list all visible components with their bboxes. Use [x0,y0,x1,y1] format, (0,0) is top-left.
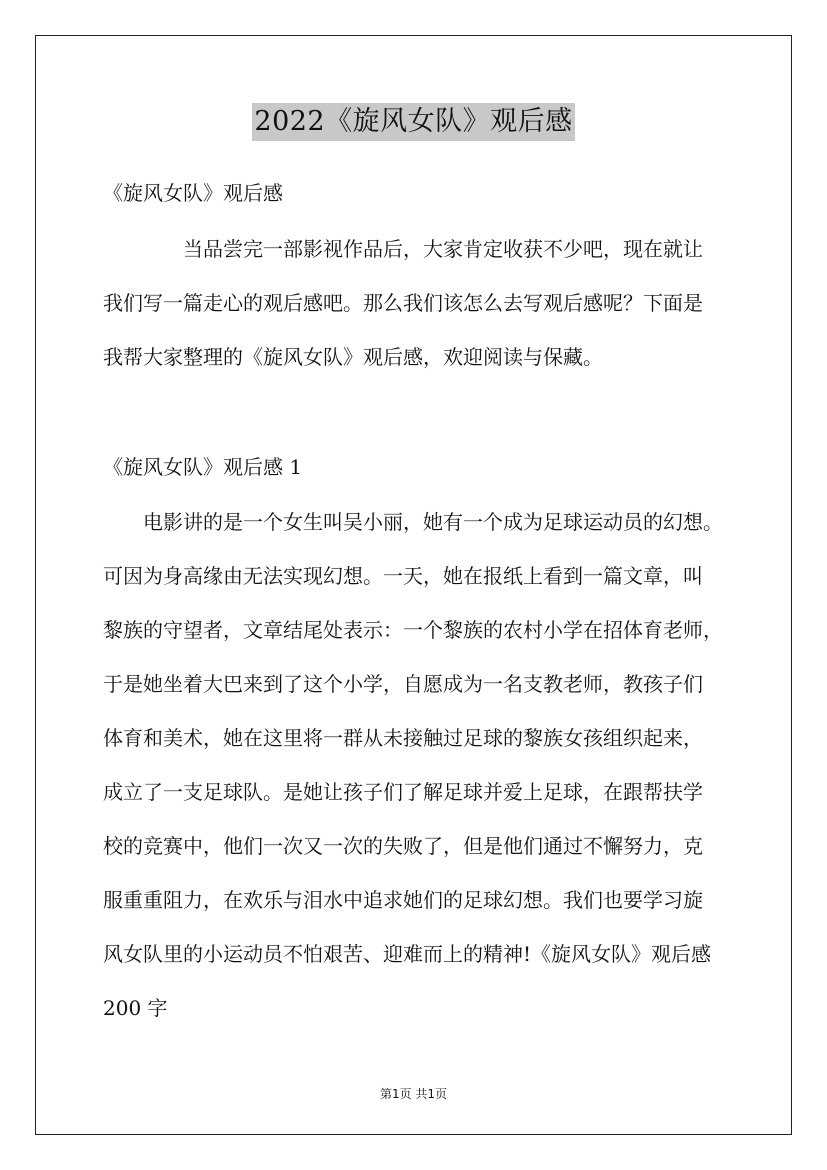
document-title: 2022《旋风女队》观后感 [252,103,574,141]
body-line: 风女队里的小运动员不怕艰苦、迎难而上的精神!《旋风女队》观后感 [103,942,712,966]
intro-line: 当品尝完一部影视作品后，大家肯定收获不少吧，现在就让 [183,237,703,261]
body-line: 服重重阻力，在欢乐与泪水中追求她们的足球幻想。我们也要学习旋 [103,888,703,912]
title-container [0,103,827,141]
body-line: 电影讲的是一个女生叫吴小丽，她有一个成为足球运动员的幻想。 [143,510,723,534]
body-line: 体育和美术，她在这里将一群从未接触过足球的黎族女孩组织起来， [103,726,703,750]
body-line: 黎族的守望者，文章结尾处表示：一个黎族的农村小学在招体育老师， [103,618,723,642]
intro-line: 我帮大家整理的《旋风女队》观后感，欢迎阅读与保藏。 [103,345,603,369]
body-line: 于是她坐着大巴来到了这个小学，自愿成为一名支教老师，教孩子们 [103,672,703,696]
document-subtitle: 《旋风女队》观后感 [103,181,283,205]
section-heading: 《旋风女队》观后感 1 [103,455,303,479]
body-line: 校的竞赛中，他们一次又一次的失败了，但是他们通过不懈努力，克 [103,834,703,858]
page-footer: 第1页 共1页 [379,1087,448,1101]
body-line: 成立了一支足球队。是她让孩子们了解足球并爱上足球，在跟帮扶学 [103,780,703,804]
body-line: 可因为身高缘由无法实现幻想。一天，她在报纸上看到一篇文章，叫 [103,564,703,588]
body-line: 200 字 [103,996,168,1020]
intro-line: 我们写一篇走心的观后感吧。那么我们该怎么去写观后感呢？下面是 [103,291,703,315]
